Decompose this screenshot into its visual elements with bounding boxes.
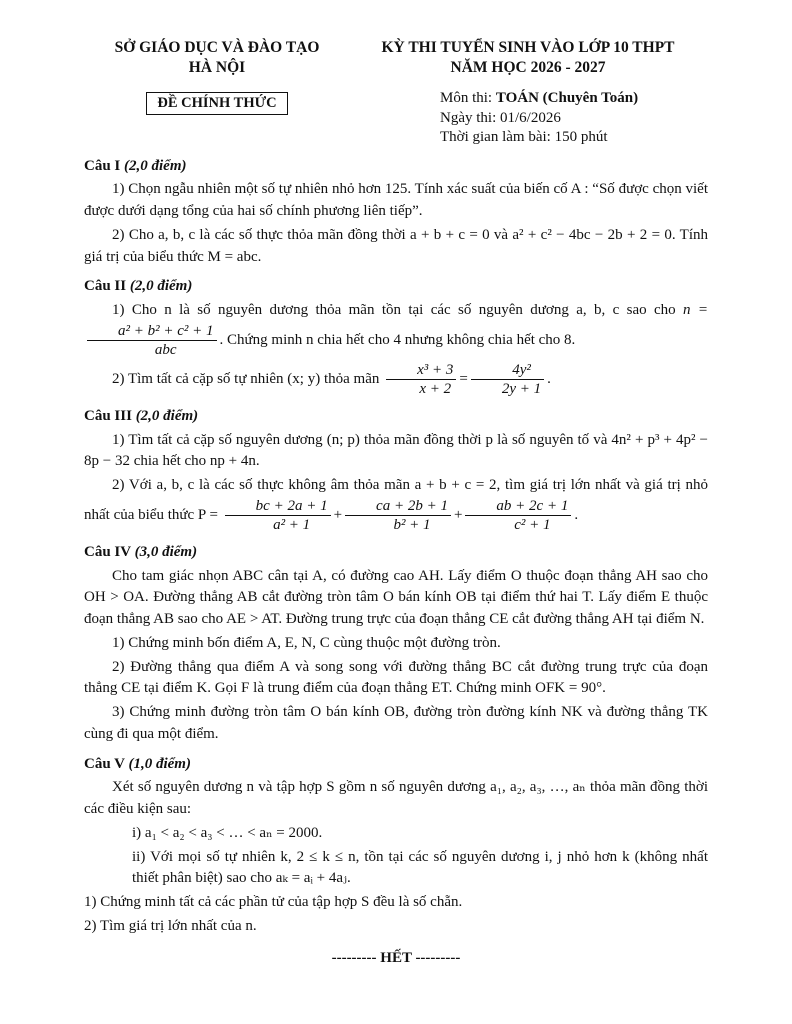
formula-denominator: abc — [154, 341, 177, 358]
department-name: SỞ GIÁO DỤC VÀ ĐÀO TẠO — [114, 39, 320, 56]
question-4-points: (3,0 điểm) — [134, 543, 198, 560]
question-3-heading — [84, 406, 708, 428]
formula-numerator: 4y² — [471, 361, 544, 380]
department-block — [102, 38, 332, 115]
formula-p-term-3 — [465, 497, 571, 534]
question-5-part-2: 2) Tìm giá trị lớn nhất của n. — [84, 917, 257, 934]
question-3-part-1: 1) Tìm tất cả cặp số nguyên dương (n; p) thỏa mãn đồng thời p là số nguyên tố và 4n² + p³ + 4p² − 8p − 32 chia hết cho np + 4n. — [84, 431, 708, 470]
question-3-title: Câu III — [84, 407, 132, 424]
question-4-part-1: 1) Chứng minh bốn điểm A, E, N, C cùng thuộc một đường tròn. — [112, 634, 501, 651]
formula-numerator: bc + 2a + 1 — [225, 497, 331, 516]
question-4-intro: Cho tam giác nhọn ABC cân tại A, có đường cao AH. Lấy điểm O thuộc đoạn thẳng AH sao cho OH > OA. Đường thẳng AB cắt đường tròn tâm O bán kính OB tại điểm thứ hai T. Lấy điểm E thuộc đoạn thẳng AB sao cho AE > AT. Đường trung trực của đoạn thẳng CE cắt đường thẳng AH tại điểm N. — [84, 567, 708, 628]
question-4-part-2: 2) Đường thẳng qua điểm A và song song với đường thẳng BC cắt đường trung trực của đoạn thẳng CE tại điểm K. Gọi F là trung điểm của đoạn thẳng ET. Chứng minh OFK = 90°. — [84, 658, 708, 697]
question-1-part-1: 1) Chọn ngẫu nhiên một số tự nhiên nhỏ hơn 125. Tính xác suất của biến cố A : “Số được chọn viết được dưới dạng tổng của hai số chính phương liên tiếp”. — [84, 181, 708, 220]
question-5-points: (1,0 điểm) — [128, 755, 191, 772]
question-2-part-1-text: 1) Cho n là số nguyên dương thỏa mãn tồn tại các số nguyên dương a, b, c sao cho — [112, 302, 676, 319]
question-4-title: Câu IV — [84, 543, 131, 560]
question-5-heading — [84, 754, 708, 776]
plus-sign: + — [453, 506, 463, 523]
question-5-condition-2: ii) Với mọi số tự nhiên k, 2 ≤ k ≤ n, tồn tại các số nguyên dương i, j nhỏ hơn k (không nhất thiết phân biệt) sao cho aₖ = aᵢ + 4aⱼ. — [132, 848, 708, 887]
end-marker: --------- HẾT --------- — [331, 949, 461, 966]
exam-duration: Thời gian làm bài: 150 phút — [440, 129, 608, 146]
formula-n-lhs: n = — [683, 302, 709, 319]
question-5-condition-1: i) a₁ < a₂ < a₃ < … < aₙ = 2000. — [132, 824, 323, 841]
question-1-points: (2,0 điểm) — [124, 157, 187, 174]
formula-denominator: c² + 1 — [514, 516, 551, 533]
question-3-points: (2,0 điểm) — [135, 407, 199, 424]
formula-denominator: a² + 1 — [273, 516, 311, 533]
question-3-part-2 — [84, 475, 708, 534]
school-year: NĂM HỌC 2026 - 2027 — [450, 59, 606, 77]
question-2-part-2-tail: . — [547, 370, 551, 387]
question-1-title: Câu I — [84, 157, 121, 174]
department-city: HÀ NỘI — [188, 59, 246, 77]
formula-denominator: b² + 1 — [393, 516, 431, 533]
question-2-part-2 — [84, 361, 708, 398]
question-2-heading — [84, 276, 708, 298]
question-3-part-2-tail: . — [574, 506, 579, 523]
question-2-title: Câu II — [84, 278, 127, 295]
question-5-title: Câu V — [84, 755, 125, 772]
subject-prefix: Môn thi: — [440, 90, 496, 107]
formula-denominator: 2y + 1 — [501, 380, 542, 397]
formula-p-term-1 — [225, 497, 331, 534]
equals-sign: = — [459, 370, 468, 387]
question-2-part-1-tail: . Chứng minh n chia hết cho 4 nhưng không chia hết cho 8. — [219, 331, 576, 348]
formula-p-term-2 — [345, 497, 451, 534]
formula-right-fraction — [471, 361, 544, 398]
question-5-intro: Xét số nguyên dương n và tập hợp S gồm n số nguyên dương a₁, a₂, a₃, …, aₙ thỏa mãn đồng thời các điều kiện sau: — [84, 779, 708, 818]
formula-left-fraction — [386, 361, 456, 398]
question-4-part-3: 3) Chứng minh đường tròn tâm O bán kính OB, đường tròn đường kính NK và đường thẳng TK cùng đi qua một điểm. — [84, 704, 708, 742]
plus-sign: + — [333, 506, 343, 523]
exam-title: KỲ THI TUYỂN SINH VÀO LỚP 10 THPT — [381, 39, 675, 56]
formula-numerator: a² + b² + c² + 1 — [87, 322, 217, 341]
formula-denominator: x + 2 — [419, 380, 452, 397]
exam-date: Ngày thi: 01/6/2026 — [440, 109, 561, 126]
question-3-part-2-text: 2) Với a, b, c là các số thực không âm thỏa mãn a + b + c = 2, tìm giá trị lớn nhất và giá trị nhỏ nhất của biểu thức P = — [84, 477, 708, 523]
question-1-heading — [84, 156, 708, 178]
official-label: ĐỀ CHÍNH THỨC — [146, 92, 287, 115]
question-2-part-1 — [84, 300, 708, 359]
formula-n-fraction — [87, 322, 217, 359]
formula-numerator: ab + 2c + 1 — [465, 497, 571, 516]
question-2-part-2-text: 2) Tìm tất cả cặp số tự nhiên (x; y) thỏa mãn — [112, 370, 380, 387]
formula-numerator: x³ + 3 — [386, 361, 456, 380]
question-5-part-1: 1) Chứng minh tất cả các phần tử của tập hợp S đều là số chẵn. — [84, 894, 463, 911]
formula-numerator: ca + 2b + 1 — [345, 497, 451, 516]
question-2-points: (2,0 điểm) — [129, 278, 193, 295]
subject-name: TOÁN (Chuyên Toán) — [495, 90, 639, 107]
question-4-heading — [84, 542, 708, 564]
question-1-part-2: 2) Cho a, b, c là các số thực thỏa mãn đồng thời a + b + c = 0 và a² + c² − 4bc − 2b + 2 = 0. Tính giá trị của biểu thức M = abc. — [84, 226, 708, 265]
